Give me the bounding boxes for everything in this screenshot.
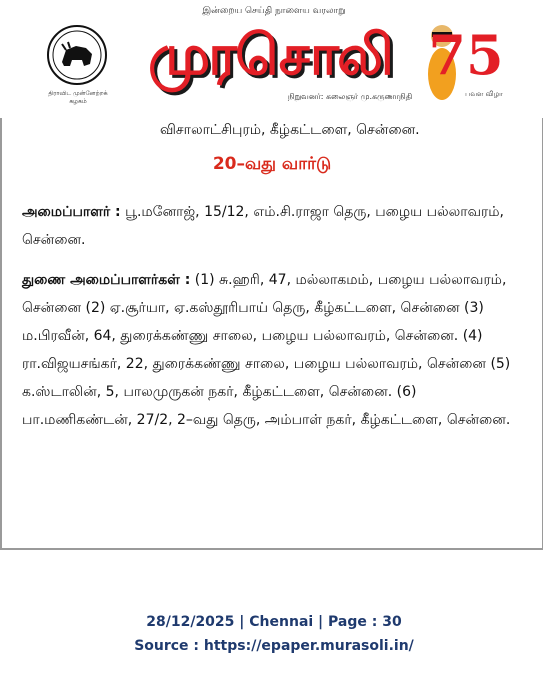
footer-date-page: 28/12/2025 | Chennai | Page : 30 <box>146 614 402 630</box>
footer-source: Source : https://epaper.murasoli.in/ <box>134 638 414 654</box>
masthead <box>0 0 548 118</box>
masthead-founder-line: நிறுவனர்: கலைஞர் மு.கருணாநிதி <box>287 92 413 101</box>
ward-heading: 20–வது வார்டு <box>212 154 332 174</box>
deputy-organizers-paragraph <box>22 266 522 434</box>
previous-address-line: விசாலாட்சிபுரம், கீழ்கட்டளை, சென்னை. <box>160 122 420 138</box>
organizer-paragraph <box>22 198 522 254</box>
masthead-tagline: இன்றைய செய்தி நாளைய வரலாறு <box>202 6 346 16</box>
jubilee-caption: பவள விழா <box>465 90 503 98</box>
organizer-text: பூ.மனோஜ், 15/12, எம்.சி.ராஜா தெரு, பழைய பல்லாவரம், சென்னை. <box>22 204 504 248</box>
emblem-caption: திராவிட முன்னேற்றக் கழகம் <box>48 90 108 105</box>
deputy-label: துணை அமைப்பாளர்கள் : <box>22 272 191 288</box>
jubilee-number: 75 <box>428 23 504 87</box>
party-emblem-icon <box>46 24 108 86</box>
organizer-label: அமைப்பாளர் : <box>22 204 121 220</box>
article-box <box>0 118 543 550</box>
deputy-text: (1) சு.ஹரி, 47, மல்லாகமம், பழைய பல்லாவரம், சென்னை (2) ஏ.சூர்யா, ஏ.கஸ்தூரிபாய் தெரு, கீழ்கட்டளை, சென்னை (3) ம.பிரவீன், 64, துரைக்கண்ணு சாலை, பழைய பல்லாவரம், சென்னை. (4) ரா.விஜயசங்கர், 22, துரைக்கண்ணு சாலை, பழைய பல்லாவரம், சென்னை (5) க.ஸ்டாலின், 5, பாலமுருகன் நகர், கீழ்கட்டளை, சென்னை. (6) பா.மணிகண்டன், 27/2, 2–வது தெரு, அம்பாள் நகர், கீழ்கட்டளை, சென்னை. <box>22 272 511 428</box>
masthead-brand-title: முரசொலி <box>148 23 392 88</box>
jubilee-75-logo-icon <box>418 4 508 112</box>
footer <box>0 610 548 658</box>
